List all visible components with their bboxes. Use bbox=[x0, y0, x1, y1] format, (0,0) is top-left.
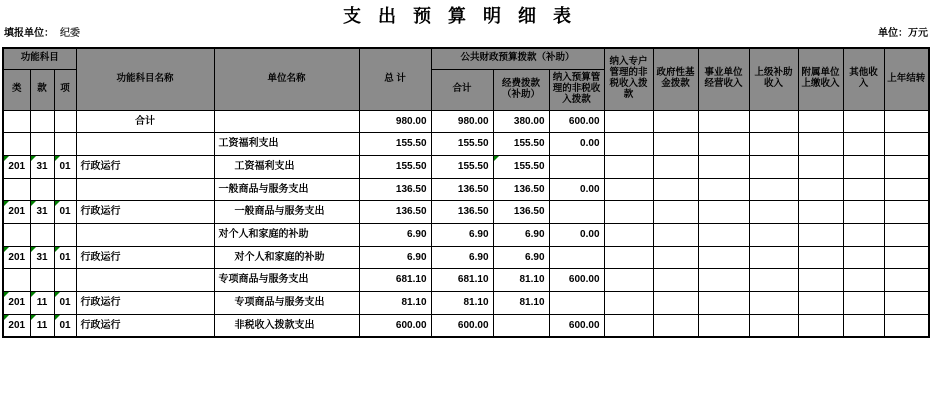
table-header bbox=[3, 48, 929, 110]
table-cell[interactable] bbox=[884, 314, 929, 337]
table-cell[interactable]: 一般商品与服务支出 bbox=[214, 178, 359, 201]
table-cell[interactable]: 81.10 bbox=[493, 269, 549, 292]
table-cell[interactable]: 81.10 bbox=[493, 292, 549, 315]
table-cell[interactable] bbox=[843, 269, 884, 292]
table-cell[interactable] bbox=[749, 201, 798, 224]
excel-error-triangle-icon bbox=[55, 201, 60, 206]
table-cell[interactable] bbox=[749, 314, 798, 337]
col-header-nontax-in-budget[interactable]: 纳入预算管理的非税收入拨款 bbox=[549, 69, 604, 110]
table-cell[interactable] bbox=[698, 223, 749, 246]
excel-error-triangle-icon bbox=[31, 247, 36, 252]
table-cell[interactable] bbox=[843, 133, 884, 156]
table-cell[interactable]: 201 bbox=[3, 314, 30, 337]
col-header-unit-name[interactable]: 单位名称 bbox=[214, 48, 359, 110]
excel-error-triangle-icon bbox=[31, 315, 36, 320]
table-cell[interactable] bbox=[76, 223, 214, 246]
table-cell[interactable]: 155.50 bbox=[359, 133, 431, 156]
table-cell[interactable] bbox=[30, 110, 54, 133]
table-cell[interactable]: 600.00 bbox=[549, 314, 604, 337]
table-cell[interactable] bbox=[884, 110, 929, 133]
table-cell[interactable]: 155.50 bbox=[431, 133, 493, 156]
table-cell[interactable] bbox=[798, 223, 843, 246]
table-row bbox=[3, 269, 929, 292]
table-cell[interactable]: 380.00 bbox=[493, 110, 549, 133]
table-cell[interactable] bbox=[549, 155, 604, 178]
table-cell[interactable] bbox=[843, 223, 884, 246]
table-cell[interactable] bbox=[884, 246, 929, 269]
col-header-carryover[interactable]: 上年结转 bbox=[884, 48, 929, 110]
col-header-fund-grant[interactable]: 经费拨款（补助） bbox=[493, 69, 549, 110]
table-cell[interactable]: 11 bbox=[30, 292, 54, 315]
table-row bbox=[3, 155, 929, 178]
col-header-other-income[interactable]: 其他收入 bbox=[843, 48, 884, 110]
table-cell[interactable] bbox=[54, 178, 76, 201]
table-cell[interactable]: 工资福利支出 bbox=[214, 133, 359, 156]
table-cell[interactable]: 136.50 bbox=[431, 201, 493, 224]
table-cell[interactable] bbox=[798, 178, 843, 201]
table-cell[interactable] bbox=[549, 201, 604, 224]
table-cell[interactable]: 对个人和家庭的补助 bbox=[214, 246, 359, 269]
table-cell[interactable] bbox=[843, 178, 884, 201]
excel-error-triangle-icon bbox=[55, 156, 60, 161]
col-header-affiliated-income[interactable]: 附属单位上缴收入 bbox=[798, 48, 843, 110]
table-cell[interactable] bbox=[884, 155, 929, 178]
table-cell[interactable] bbox=[653, 246, 698, 269]
table-cell[interactable] bbox=[604, 201, 653, 224]
table-cell[interactable]: 31 bbox=[30, 201, 54, 224]
col-header-class[interactable]: 类 bbox=[3, 69, 30, 110]
table-cell[interactable] bbox=[604, 246, 653, 269]
table-cell[interactable] bbox=[698, 246, 749, 269]
form-unit-value: 纪委 bbox=[60, 28, 80, 39]
col-header-grand-total[interactable]: 总 计 bbox=[359, 48, 431, 110]
table-cell[interactable] bbox=[798, 133, 843, 156]
table-cell[interactable]: 136.50 bbox=[359, 201, 431, 224]
table-cell[interactable] bbox=[653, 155, 698, 178]
budget-table bbox=[2, 47, 930, 338]
table-cell[interactable] bbox=[604, 314, 653, 337]
table-cell[interactable]: 行政运行 bbox=[76, 314, 214, 337]
page-title: 支出预算明细表 bbox=[343, 6, 588, 26]
table-cell[interactable] bbox=[3, 110, 30, 133]
table-cell[interactable]: 行政运行 bbox=[76, 246, 214, 269]
table-cell[interactable] bbox=[653, 178, 698, 201]
table-cell[interactable] bbox=[604, 292, 653, 315]
table-cell[interactable] bbox=[653, 314, 698, 337]
table-cell[interactable] bbox=[798, 292, 843, 315]
table-cell[interactable] bbox=[54, 269, 76, 292]
table-cell[interactable]: 合计 bbox=[76, 110, 214, 133]
col-header-business-income[interactable]: 事业单位经营收入 bbox=[698, 48, 749, 110]
table-cell[interactable]: 0.00 bbox=[549, 178, 604, 201]
table-cell[interactable] bbox=[30, 133, 54, 156]
table-cell[interactable]: 对个人和家庭的补助 bbox=[214, 223, 359, 246]
table-cell[interactable] bbox=[749, 155, 798, 178]
table-cell[interactable] bbox=[54, 133, 76, 156]
col-header-func-category[interactable]: 功能科目 bbox=[3, 48, 76, 69]
col-header-nontax-special[interactable]: 纳入专户管理的非税收入拨款 bbox=[604, 48, 653, 110]
table-cell[interactable] bbox=[653, 201, 698, 224]
table-cell[interactable]: 681.10 bbox=[431, 269, 493, 292]
table-cell[interactable] bbox=[54, 110, 76, 133]
table-cell[interactable] bbox=[698, 133, 749, 156]
excel-error-triangle-icon bbox=[4, 156, 9, 161]
excel-error-triangle-icon bbox=[4, 201, 9, 206]
table-cell[interactable] bbox=[30, 269, 54, 292]
table-cell[interactable] bbox=[798, 246, 843, 269]
table-cell[interactable] bbox=[843, 155, 884, 178]
table-cell[interactable] bbox=[749, 292, 798, 315]
table-cell[interactable] bbox=[604, 155, 653, 178]
table-cell[interactable]: 600.00 bbox=[549, 269, 604, 292]
table-cell[interactable] bbox=[3, 269, 30, 292]
table-cell[interactable] bbox=[698, 292, 749, 315]
table-cell[interactable]: 201 bbox=[3, 246, 30, 269]
excel-error-triangle-icon bbox=[55, 247, 60, 252]
table-cell[interactable] bbox=[604, 178, 653, 201]
table-cell[interactable]: 136.50 bbox=[431, 178, 493, 201]
table-cell[interactable] bbox=[604, 223, 653, 246]
col-header-public-total[interactable]: 合计 bbox=[431, 69, 493, 110]
table-cell[interactable] bbox=[698, 110, 749, 133]
table-row bbox=[3, 314, 929, 337]
table-cell[interactable] bbox=[884, 133, 929, 156]
table-cell[interactable] bbox=[653, 292, 698, 315]
table-cell[interactable]: 行政运行 bbox=[76, 155, 214, 178]
table-cell[interactable]: 6.90 bbox=[431, 223, 493, 246]
table-cell[interactable] bbox=[698, 178, 749, 201]
table-cell[interactable]: 155.50 bbox=[493, 133, 549, 156]
table-cell[interactable]: 0.00 bbox=[549, 133, 604, 156]
excel-error-triangle-icon bbox=[31, 201, 36, 206]
table-cell[interactable] bbox=[749, 269, 798, 292]
col-header-superior-subsidy[interactable]: 上级补助收入 bbox=[749, 48, 798, 110]
table-cell[interactable]: 6.90 bbox=[359, 223, 431, 246]
table-cell[interactable] bbox=[604, 133, 653, 156]
table-cell[interactable] bbox=[843, 201, 884, 224]
excel-error-triangle-icon bbox=[55, 292, 60, 297]
excel-error-triangle-icon bbox=[55, 315, 60, 320]
table-cell[interactable]: 行政运行 bbox=[76, 201, 214, 224]
table-cell[interactable] bbox=[76, 178, 214, 201]
excel-error-triangle-icon bbox=[4, 315, 9, 320]
table-cell[interactable] bbox=[884, 292, 929, 315]
table-row bbox=[3, 246, 929, 269]
table-cell[interactable] bbox=[698, 269, 749, 292]
table-cell[interactable] bbox=[493, 314, 549, 337]
table-cell[interactable]: 155.50 bbox=[431, 155, 493, 178]
currency-unit-label: 单位：万元 bbox=[878, 28, 928, 39]
table-cell[interactable] bbox=[798, 110, 843, 133]
table-cell[interactable] bbox=[698, 201, 749, 224]
excel-error-triangle-icon bbox=[31, 156, 36, 161]
table-cell[interactable] bbox=[30, 223, 54, 246]
table-cell[interactable]: 201 bbox=[3, 155, 30, 178]
table-cell[interactable] bbox=[884, 223, 929, 246]
table-cell[interactable]: 600.00 bbox=[359, 314, 431, 337]
table-row bbox=[3, 178, 929, 201]
table-cell[interactable] bbox=[798, 155, 843, 178]
table-cell[interactable] bbox=[884, 269, 929, 292]
table-cell[interactable] bbox=[698, 155, 749, 178]
table-cell[interactable]: 6.90 bbox=[493, 246, 549, 269]
table-cell[interactable]: 6.90 bbox=[493, 223, 549, 246]
table-cell[interactable] bbox=[653, 110, 698, 133]
table-cell[interactable]: 136.50 bbox=[493, 201, 549, 224]
table-cell[interactable] bbox=[549, 246, 604, 269]
table-cell[interactable] bbox=[843, 110, 884, 133]
table-cell[interactable] bbox=[843, 314, 884, 337]
table-cell[interactable]: 01 bbox=[54, 246, 76, 269]
table-cell[interactable]: 工资福利支出 bbox=[214, 155, 359, 178]
table-row bbox=[3, 133, 929, 156]
table-cell[interactable] bbox=[549, 292, 604, 315]
table-cell[interactable] bbox=[843, 292, 884, 315]
table-cell[interactable] bbox=[76, 269, 214, 292]
table-cell[interactable]: 一般商品与服务支出 bbox=[214, 201, 359, 224]
table-cell[interactable] bbox=[698, 314, 749, 337]
table-cell[interactable]: 01 bbox=[54, 314, 76, 337]
table-cell[interactable]: 31 bbox=[30, 246, 54, 269]
table-row bbox=[3, 223, 929, 246]
table-cell[interactable] bbox=[749, 223, 798, 246]
table-cell[interactable] bbox=[653, 133, 698, 156]
table-row bbox=[3, 201, 929, 224]
table-cell[interactable] bbox=[3, 223, 30, 246]
table-cell[interactable]: 600.00 bbox=[431, 314, 493, 337]
table-cell[interactable] bbox=[884, 178, 929, 201]
table-cell[interactable]: 31 bbox=[30, 155, 54, 178]
table-cell[interactable] bbox=[653, 269, 698, 292]
excel-error-triangle-icon bbox=[4, 247, 9, 252]
table-cell[interactable] bbox=[76, 133, 214, 156]
table-cell[interactable]: 980.00 bbox=[431, 110, 493, 133]
table-cell[interactable]: 136.50 bbox=[493, 178, 549, 201]
table-cell[interactable] bbox=[798, 314, 843, 337]
table-cell[interactable]: 6.90 bbox=[431, 246, 493, 269]
table-cell[interactable]: 01 bbox=[54, 292, 76, 315]
table-cell[interactable] bbox=[749, 110, 798, 133]
table-cell[interactable]: 681.10 bbox=[359, 269, 431, 292]
table-row bbox=[3, 110, 929, 133]
table-cell[interactable]: 980.00 bbox=[359, 110, 431, 133]
table-cell[interactable] bbox=[214, 110, 359, 133]
table-cell[interactable]: 201 bbox=[3, 292, 30, 315]
table-cell[interactable]: 6.90 bbox=[359, 246, 431, 269]
excel-error-triangle-icon bbox=[494, 156, 499, 161]
col-header-gov-fund[interactable]: 政府性基金拨款 bbox=[653, 48, 698, 110]
table-cell[interactable]: 81.10 bbox=[359, 292, 431, 315]
table-cell[interactable]: 11 bbox=[30, 314, 54, 337]
table-cell[interactable]: 155.50 bbox=[359, 155, 431, 178]
table-cell[interactable] bbox=[749, 246, 798, 269]
table-cell[interactable]: 行政运行 bbox=[76, 292, 214, 315]
table-cell[interactable]: 01 bbox=[54, 201, 76, 224]
table-cell[interactable]: 0.00 bbox=[549, 223, 604, 246]
col-header-public-group[interactable]: 公共财政预算拨款（补助） bbox=[431, 48, 604, 69]
excel-error-triangle-icon bbox=[4, 292, 9, 297]
col-header-func-name[interactable]: 功能科目名称 bbox=[76, 48, 214, 110]
excel-error-triangle-icon bbox=[31, 292, 36, 297]
table-cell[interactable]: 201 bbox=[3, 201, 30, 224]
table-cell[interactable] bbox=[884, 201, 929, 224]
table-cell[interactable] bbox=[30, 178, 54, 201]
table-cell[interactable]: 155.50 bbox=[493, 155, 549, 178]
table-cell[interactable] bbox=[653, 223, 698, 246]
form-unit-label: 填报单位： bbox=[4, 28, 54, 39]
col-header-section[interactable]: 款 bbox=[30, 69, 54, 110]
table-cell[interactable]: 136.50 bbox=[359, 178, 431, 201]
table-row bbox=[3, 292, 929, 315]
table-cell[interactable] bbox=[749, 133, 798, 156]
table-cell[interactable]: 专项商品与服务支出 bbox=[214, 269, 359, 292]
table-cell[interactable] bbox=[749, 178, 798, 201]
form-unit-line bbox=[4, 24, 80, 39]
table-cell[interactable] bbox=[798, 201, 843, 224]
table-cell[interactable]: 01 bbox=[54, 155, 76, 178]
table-cell[interactable] bbox=[3, 133, 30, 156]
table-cell[interactable]: 非税收入拨款支出 bbox=[214, 314, 359, 337]
table-cell[interactable] bbox=[604, 269, 653, 292]
table-cell[interactable] bbox=[3, 178, 30, 201]
table-body bbox=[3, 110, 929, 337]
table-cell[interactable] bbox=[54, 223, 76, 246]
col-header-item[interactable]: 项 bbox=[54, 69, 76, 110]
table-cell[interactable] bbox=[604, 110, 653, 133]
table-cell[interactable]: 81.10 bbox=[431, 292, 493, 315]
table-cell[interactable] bbox=[798, 269, 843, 292]
table-cell[interactable] bbox=[843, 246, 884, 269]
table-cell[interactable]: 专项商品与服务支出 bbox=[214, 292, 359, 315]
table-cell[interactable]: 600.00 bbox=[549, 110, 604, 133]
